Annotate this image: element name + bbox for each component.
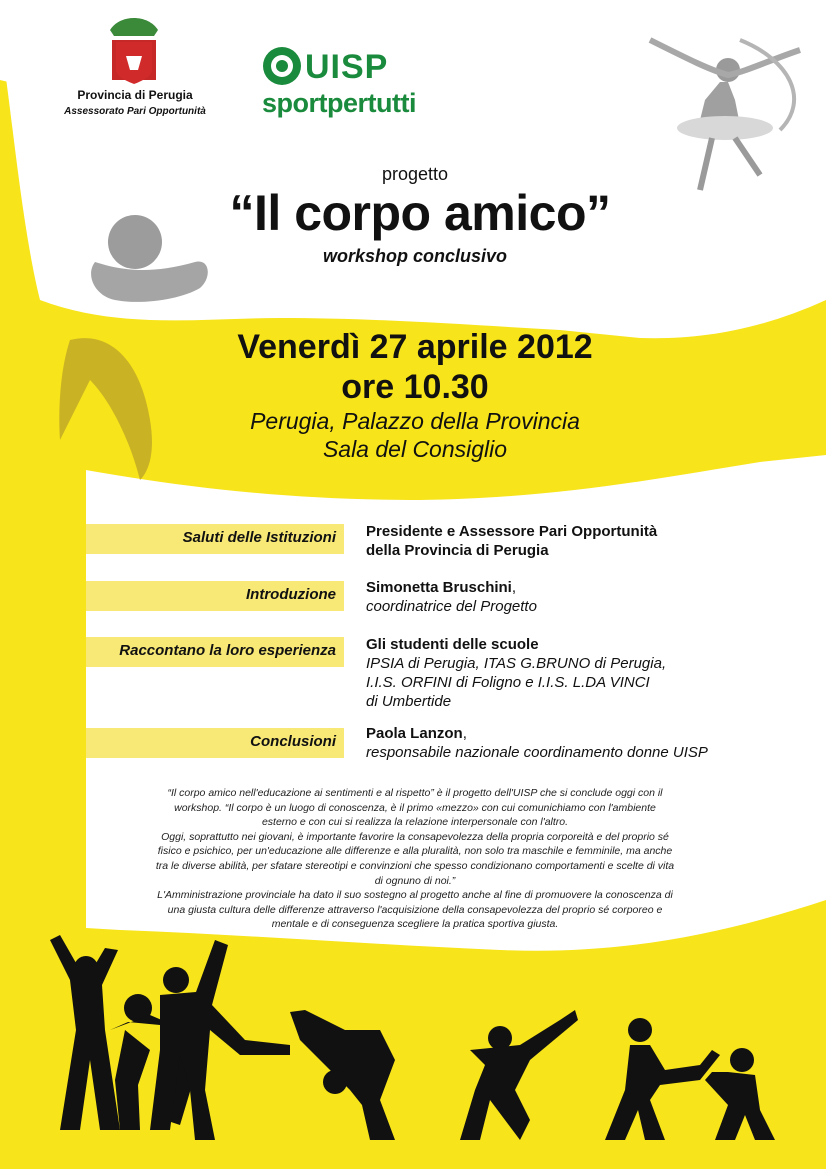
program-label: Saluti delle Istituzioni [182, 529, 336, 546]
program-speaker: Paola Lanzon [366, 725, 463, 742]
paragraph-line: L'Amministrazione provinciale ha dato il suo sostegno al progetto anche al fine di promuovere la conoscenza di [157, 889, 673, 902]
paragraph-line: Oggi, soprattutto nei giovani, è importante favorire la consapevolezza della propria corporeità e del proprio sé [161, 830, 669, 843]
province-name: Provincia di Perugia [77, 88, 193, 102]
program-line: Presidente e Assessore Pari Opportunità [366, 523, 658, 540]
program-label-bar [86, 728, 344, 758]
event-time: ore 10.30 [341, 368, 489, 406]
dancer-silhouettes [50, 935, 775, 1140]
program-detail: di Umbertide [366, 693, 452, 710]
program-detail: I.I.S. ORFINI di Foligno e I.I.S. L.DA VINCI [366, 674, 650, 691]
paragraph-line: mentale e di conseguenza scegliere la pratica sportiva giusta. [271, 918, 559, 931]
event-venue: Perugia, Palazzo della Provincia [250, 408, 580, 434]
gray-leg-shape [59, 338, 152, 480]
program-description: Simonetta Bruschini, coordinatrice del Progetto [366, 579, 537, 615]
event-date: Venerdì 27 aprile 2012 [237, 328, 593, 366]
uisp-logo-text: UISP [305, 48, 389, 86]
program-speaker: Gli studenti delle scuole [366, 636, 539, 653]
program-label-bar [86, 637, 344, 667]
title-prefix: progetto [381, 164, 449, 184]
program-label-bar [86, 524, 344, 554]
paragraph-line: esterno e con cui si realizza la relazione interpersonale con l'altro. [261, 816, 569, 829]
program-role: responsabile nazionale coordinamento donne UISP [366, 744, 708, 761]
paragraph-line: workshop. “Il corpo è un luogo di conoscenza, è il primo «mezzo» con cui comunichiamo con l'ambiente [174, 801, 656, 814]
paragraph-line: fisico e psichico, per un'educazione alle differenze e alla pluralità, non solo tra maschile e femminile, ma anche [157, 845, 673, 858]
description-paragraph [100, 786, 730, 932]
page-title: “Il corpo amico” [229, 185, 611, 241]
paragraph-line: tra le diverse abilità, per sfatare stereotipi e convinzioni che spesso condizionano comportamenti e scelte di vita [155, 859, 675, 872]
paragraph-line: di ognuno di noi.” [374, 874, 456, 887]
program-label-bar [86, 581, 344, 611]
program-line: della Provincia di Perugia [366, 542, 549, 559]
province-department: Assessorato Pari Opportunità [64, 106, 206, 117]
title-subtitle: workshop conclusivo [322, 246, 508, 266]
program-speaker: Simonetta Bruschini [366, 579, 512, 596]
ballerina-tutu [677, 116, 773, 140]
program-role: coordinatrice del Progetto [366, 598, 537, 615]
uisp-tagline: sportpertutti [262, 88, 416, 118]
paragraph-line: una giusta cultura delle differenze attraverso l'acquisizione della consapevolezza del proprio sé corporeo e [167, 903, 663, 916]
program-label: Conclusioni [250, 733, 336, 750]
program-label: Raccontano la loro esperienza [119, 642, 336, 659]
gray-figure-head [108, 215, 162, 269]
program-detail: IPSIA di Perugia, ITAS G.BRUNO di Perugia, [366, 655, 667, 672]
program-description [366, 522, 657, 560]
program-label: Introduzione [246, 586, 336, 603]
program-description [366, 635, 666, 711]
paragraph-line: “Il corpo amico nell'educazione ai sentimenti e al rispetto” è il progetto dell'UISP che si conclude oggi con il [167, 787, 663, 799]
program-description: Paola Lanzon, responsabile nazionale coordinamento donne UISP [366, 725, 708, 761]
event-room: Sala del Consiglio [322, 436, 508, 462]
